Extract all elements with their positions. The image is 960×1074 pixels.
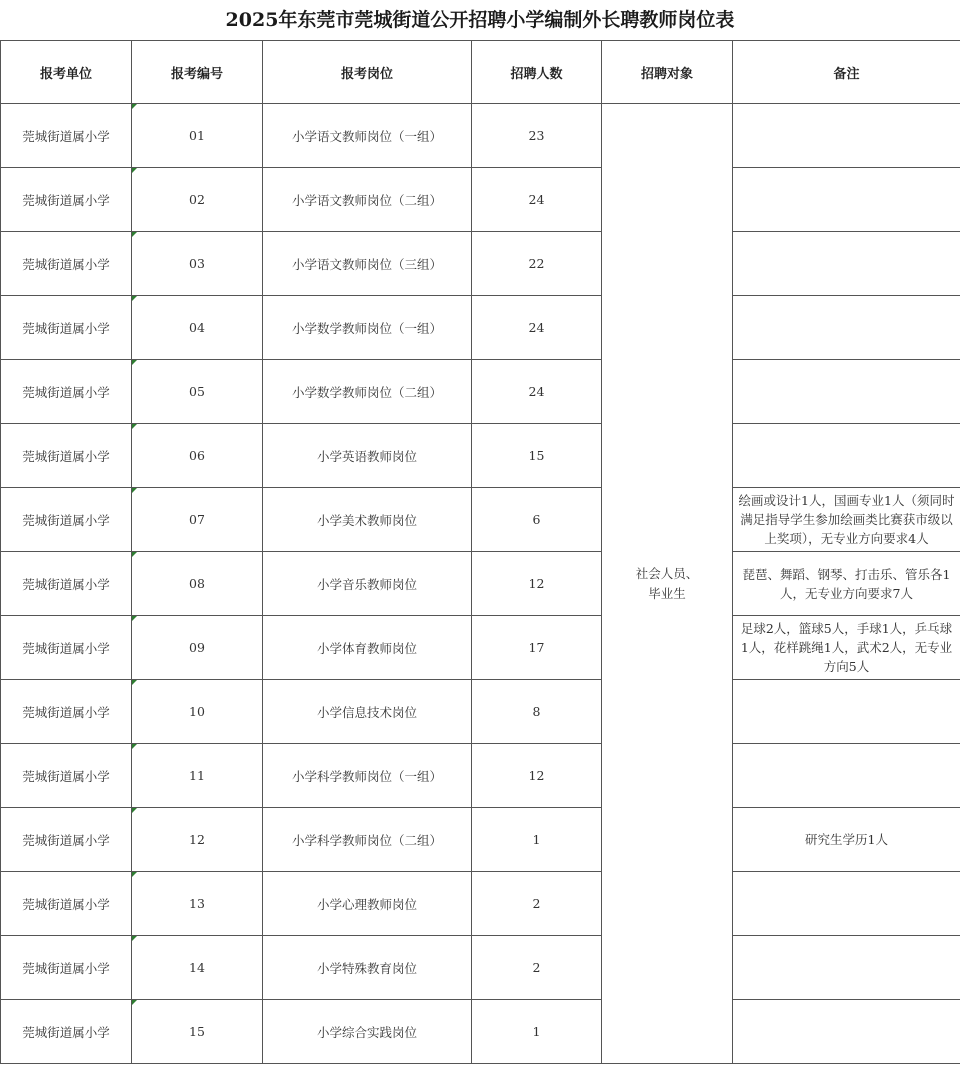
- table-row: [1, 680, 960, 744]
- remark-cell: 琵琶、舞蹈、钢琴、打击乐、管乐各1人，无专业方向要求7人: [733, 552, 960, 616]
- table-row: [1, 488, 960, 552]
- position-cell: 小学特殊教育岗位: [263, 936, 472, 1000]
- position-cell: 小学综合实践岗位: [263, 1000, 472, 1064]
- target-line-2: 毕业生: [648, 585, 686, 601]
- remark-cell: [733, 360, 960, 424]
- unit-cell: 莞城街道属小学: [1, 872, 132, 936]
- count-cell: 15: [472, 424, 602, 488]
- remark-cell: [733, 424, 960, 488]
- position-cell: 小学数学教师岗位（二组）: [263, 360, 472, 424]
- count-cell: 24: [472, 296, 602, 360]
- remark-cell: [733, 296, 960, 360]
- recruitment-table: [0, 40, 960, 1064]
- code-cell: 08: [132, 552, 263, 616]
- count-cell: 24: [472, 168, 602, 232]
- unit-cell: 莞城街道属小学: [1, 232, 132, 296]
- count-cell: 2: [472, 872, 602, 936]
- unit-cell: 莞城街道属小学: [1, 104, 132, 168]
- code-cell: 11: [132, 744, 263, 808]
- count-cell: 2: [472, 936, 602, 1000]
- count-cell: 17: [472, 616, 602, 680]
- table-row: [1, 872, 960, 936]
- position-cell: 小学英语教师岗位: [263, 424, 472, 488]
- count-cell: 1: [472, 1000, 602, 1064]
- table-row: [1, 616, 960, 680]
- position-cell: 小学音乐教师岗位: [263, 552, 472, 616]
- remark-cell: 足球2人，篮球5人，手球1人，乒乓球1人，花样跳绳1人，武术2人，无专业方向5人: [733, 616, 960, 680]
- remark-cell: [733, 872, 960, 936]
- code-cell: 06: [132, 424, 263, 488]
- table-row: [1, 168, 960, 232]
- unit-cell: 莞城街道属小学: [1, 360, 132, 424]
- count-cell: 22: [472, 232, 602, 296]
- code-cell: 03: [132, 232, 263, 296]
- header-unit: 报考单位: [1, 41, 132, 104]
- table-row: [1, 232, 960, 296]
- target-line-1: 社会人员、: [635, 565, 699, 581]
- header-code: 报考编号: [132, 41, 263, 104]
- remark-cell: 绘画或设计1人，国画专业1人（须同时满足指导学生参加绘画类比赛获市级以上奖项），无专业方向要求4人: [733, 488, 960, 552]
- unit-cell: 莞城街道属小学: [1, 552, 132, 616]
- code-cell: 05: [132, 360, 263, 424]
- remark-cell: 研究生学历1人: [733, 808, 960, 872]
- position-cell: 小学语文教师岗位（一组）: [263, 104, 472, 168]
- position-cell: 小学信息技术岗位: [263, 680, 472, 744]
- table-row: [1, 104, 960, 168]
- count-cell: 1: [472, 808, 602, 872]
- code-cell: 14: [132, 936, 263, 1000]
- position-cell: 小学美术教师岗位: [263, 488, 472, 552]
- position-cell: 小学科学教师岗位（一组）: [263, 744, 472, 808]
- count-cell: 23: [472, 104, 602, 168]
- position-cell: 小学数学教师岗位（一组）: [263, 296, 472, 360]
- header-count: 招聘人数: [472, 41, 602, 104]
- unit-cell: 莞城街道属小学: [1, 488, 132, 552]
- position-cell: 小学体育教师岗位: [263, 616, 472, 680]
- position-cell: 小学心理教师岗位: [263, 872, 472, 936]
- table-row: [1, 424, 960, 488]
- unit-cell: 莞城街道属小学: [1, 616, 132, 680]
- page-title: 2025年东莞市莞城街道公开招聘小学编制外长聘教师岗位表: [225, 9, 735, 31]
- target-cell: [602, 104, 733, 1064]
- count-cell: 12: [472, 744, 602, 808]
- table-row: [1, 360, 960, 424]
- code-cell: 12: [132, 808, 263, 872]
- unit-cell: 莞城街道属小学: [1, 808, 132, 872]
- header-target: 招聘对象: [602, 41, 733, 104]
- table-row: [1, 808, 960, 872]
- code-cell: 09: [132, 616, 263, 680]
- table-row: [1, 296, 960, 360]
- unit-cell: 莞城街道属小学: [1, 1000, 132, 1064]
- remark-cell: [733, 232, 960, 296]
- code-cell: 04: [132, 296, 263, 360]
- remark-cell: [733, 1000, 960, 1064]
- table-row: [1, 936, 960, 1000]
- header-remark: 备注: [733, 41, 960, 104]
- table-row: [1, 744, 960, 808]
- table-header-row: [1, 41, 960, 104]
- remark-cell: [733, 104, 960, 168]
- position-cell: 小学科学教师岗位（二组）: [263, 808, 472, 872]
- unit-cell: 莞城街道属小学: [1, 168, 132, 232]
- count-cell: 6: [472, 488, 602, 552]
- unit-cell: 莞城街道属小学: [1, 296, 132, 360]
- table-row: [1, 1000, 960, 1064]
- remark-cell: [733, 168, 960, 232]
- unit-cell: 莞城街道属小学: [1, 680, 132, 744]
- remark-cell: [733, 680, 960, 744]
- code-cell: 13: [132, 872, 263, 936]
- unit-cell: 莞城街道属小学: [1, 424, 132, 488]
- table-row: [1, 552, 960, 616]
- remark-cell: [733, 936, 960, 1000]
- position-cell: 小学语文教师岗位（三组）: [263, 232, 472, 296]
- count-cell: 24: [472, 360, 602, 424]
- remark-cell: [733, 744, 960, 808]
- header-position: 报考岗位: [263, 41, 472, 104]
- position-cell: 小学语文教师岗位（二组）: [263, 168, 472, 232]
- code-cell: 02: [132, 168, 263, 232]
- code-cell: 07: [132, 488, 263, 552]
- unit-cell: 莞城街道属小学: [1, 936, 132, 1000]
- count-cell: 8: [472, 680, 602, 744]
- count-cell: 12: [472, 552, 602, 616]
- code-cell: 15: [132, 1000, 263, 1064]
- unit-cell: 莞城街道属小学: [1, 744, 132, 808]
- code-cell: 01: [132, 104, 263, 168]
- code-cell: 10: [132, 680, 263, 744]
